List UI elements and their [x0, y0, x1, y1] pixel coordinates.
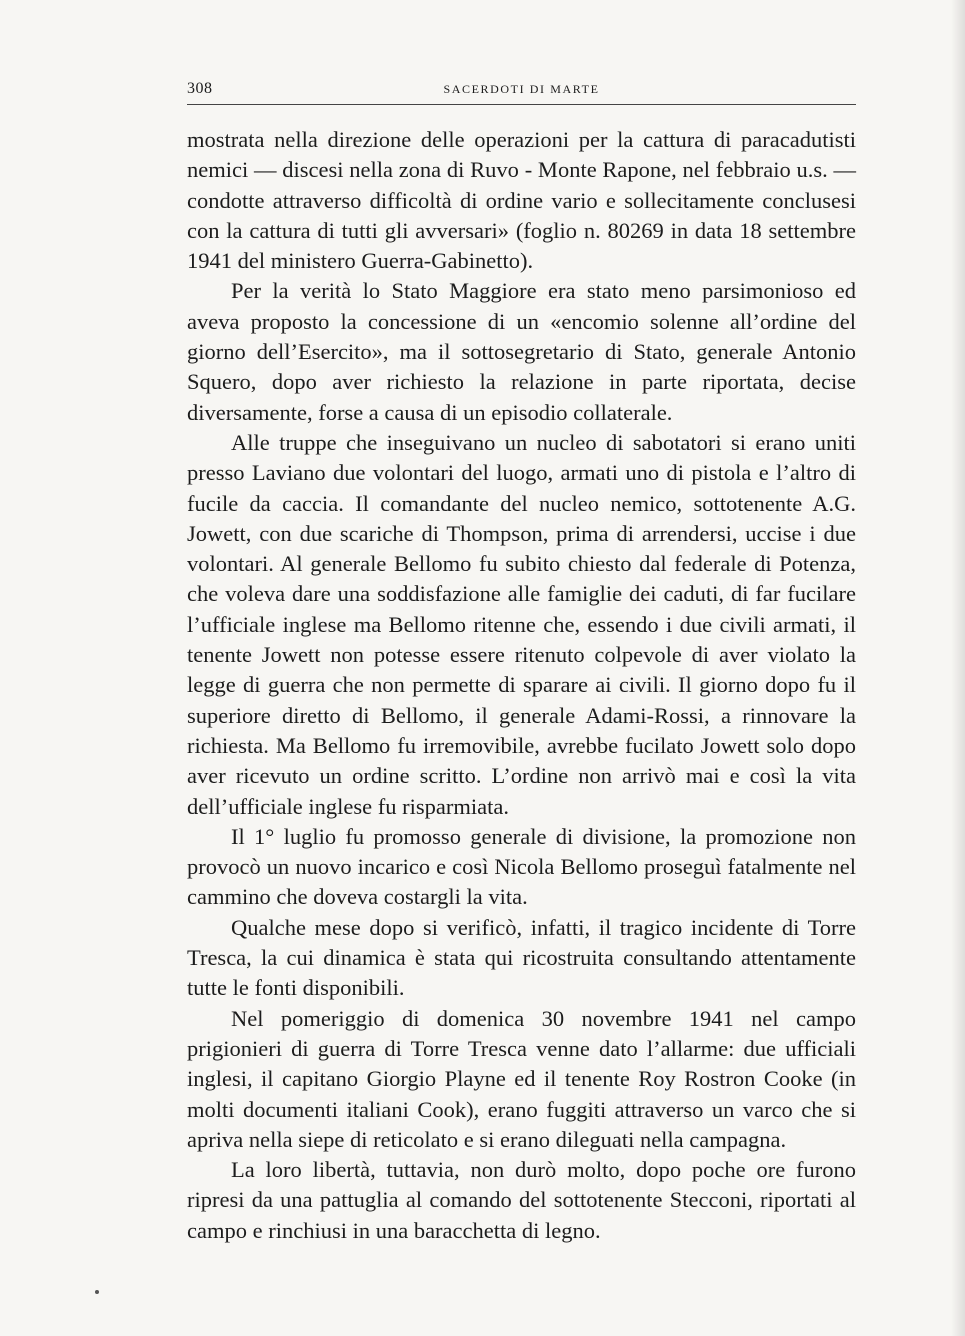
paragraph-5: Qualche mese dopo si verificò, infatti, il tragico incidente di Torre Tresca, la cui dinamica è stata qui ricostruita consultando attentamente tutte le fonti disponibili.: [187, 914, 856, 1001]
body-text: [187, 125, 856, 1246]
paragraph-4: Il 1° luglio fu promosso generale di divisione, la promozione non provocò un nuovo incarico e così Nicola Bellomo proseguì fatalmente nel cammino che doveva costargli la vita.: [187, 823, 856, 910]
page-number: 308: [187, 80, 213, 97]
running-title: SACERDOTI DI MARTE: [443, 82, 600, 96]
paragraph-7: La loro libertà, tuttavia, non durò molto, dopo poche ore furono ripresi da una pattuglia al comando del sottotenente Stecconi, riportati al campo e rinchiusi in una baracchetta di legno.: [187, 1157, 856, 1243]
running-head: [187, 78, 856, 105]
paragraph-6: Nel pomeriggio di domenica 30 novembre 1941 nel campo prigionieri di guerra di Torre Tresca venne dato l’allarme: due ufficiali inglesi, il capitano Giorgio Playne ed il tenente Roy Rostron Cooke (in molti documenti italiani Cook), erano fuggiti attraverso un varco che si apriva nella siepe di reticolato e si erano dileguati nella campagna.: [187, 1005, 856, 1152]
paragraph-1: mostrata nella direzione delle operazioni per la cattura di paracadutisti nemici — discesi nella zona di Ruvo - Monte Rapone, nel febbraio u.s. — condotte attraverso difficoltà di ordine vario e sollecitamente conclusesi con la cattura di tutti gli avversari» (foglio n. 80269 in data 18 settembre 1941 del ministero Guerra-Gabinetto).: [187, 127, 856, 274]
scan-speck: [95, 1290, 99, 1294]
paragraph-2: Per la verità lo Stato Maggiore era stato meno parsimonioso ed aveva proposto la concessione di un «encomio solenne all’ordine del giorno dell’Esercito», ma il sottosegretario di Stato, generale Antonio Squero, dopo aver richiesto la relazione in parte riportata, decise diversamente, forse a causa di un episodio collaterale.: [187, 278, 856, 425]
page-edge-shadow: [951, 0, 965, 1336]
paragraph-3: Alle truppe che inseguivano un nucleo di sabotatori si erano uniti presso Laviano due volontari del luogo, armati uno di pistola e l’altro di fucile da caccia. Il comandante del nucleo nemico, sottotenente A.G. Jowett, con due scariche di Thompson, prima di arrendersi, uccise i due volontari. Al generale Bellomo fu subito chiesto dal federale di Potenza, che voleva dare una soddisfazione alle famiglie dei caduti, di far fucilare l’ufficiale inglese ma Bellomo ritenne che, essendo i due civili armati, il tenente Jowett non potesse essere ritenuto colpevole di aver violato la legge di guerra che non permette di sparare ai civili. Il giorno dopo fu il superiore diretto di Bellomo, il generale Adami-Rossi, a rinnovare la richiesta. Ma Bellomo fu irremovibile, avrebbe fucilato Jowett solo dopo aver ricevuto un ordine scritto. L’ordine non arrivò mai e così la vita dell’ufficiale inglese fu risparmiata.: [187, 429, 856, 819]
